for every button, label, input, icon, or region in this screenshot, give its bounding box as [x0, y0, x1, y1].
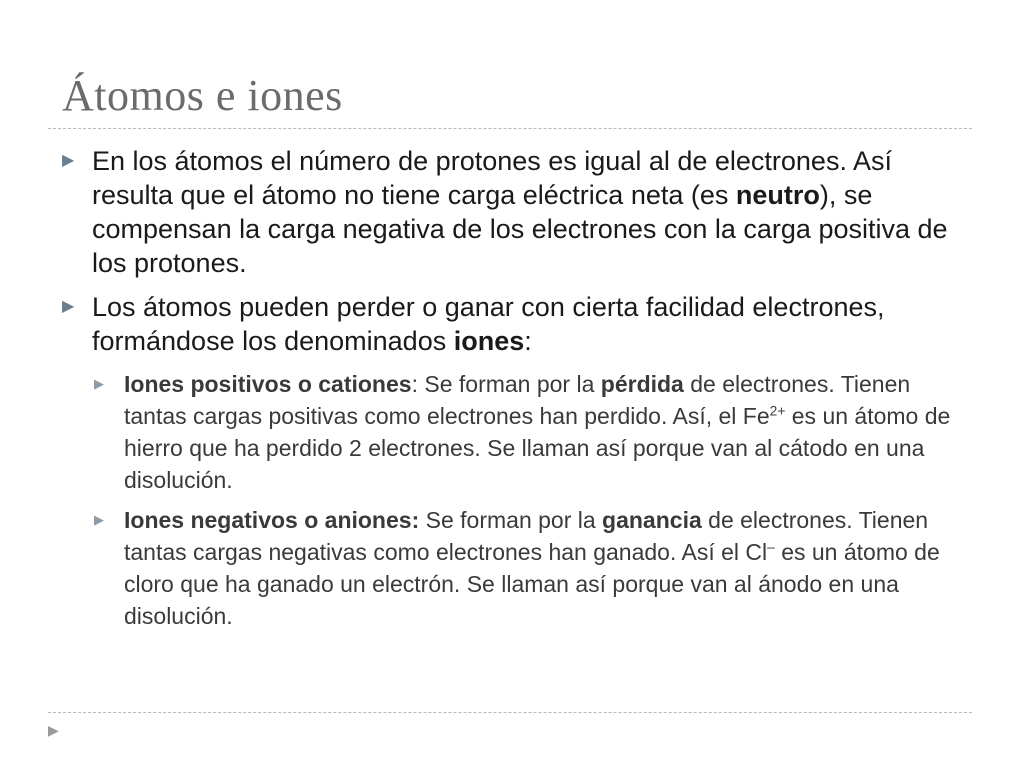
triangle-bullet-icon: ▶	[48, 722, 59, 738]
subbullet-text: de electrones. Tienen tantas cargas positivas como electrones han perdido. Así, el Fe	[124, 371, 911, 429]
subbullet-item	[62, 504, 972, 632]
triangle-bullet-icon: ▶	[94, 376, 104, 391]
subbullet-item	[62, 368, 972, 496]
subbullet-bold-text: ganancia	[602, 507, 702, 533]
bullet-bold-text: neutro	[735, 180, 820, 210]
triangle-bullet-icon: ▶	[62, 298, 75, 315]
subbullet-text: : Se forman por la	[411, 371, 601, 397]
page-title: Átomos e iones	[62, 71, 343, 120]
bullet-item	[62, 290, 972, 358]
superscript-charge: 2+	[769, 403, 786, 419]
bullet-item	[62, 144, 972, 280]
subbullet-text: Se forman por la	[419, 507, 603, 533]
bullet-text: :	[524, 326, 532, 356]
subbullet-bold-text: Iones negativos o aniones:	[124, 507, 420, 533]
footer-divider	[48, 712, 972, 713]
subbullet-text: de electrones. Tienen tantas cargas negativas como electrones han ganado. Así el Cl	[124, 507, 929, 565]
bullet-bold-text: iones	[453, 326, 525, 356]
slide-content	[62, 144, 972, 640]
subbullet-text: es un átomo de cloro que ha ganado un electrón. Se llaman así porque van al ánodo en una disolución.	[124, 539, 940, 629]
bullet-text: ), se compensan la carga negativa de los electrones con la carga positiva de los protones.	[92, 180, 948, 278]
triangle-bullet-icon: ▶	[62, 152, 75, 169]
bullet-text: Los átomos pueden perder o ganar con cierta facilidad electrones, formándose los denominados	[92, 292, 885, 356]
title-divider	[48, 128, 972, 129]
subbullet-bold-text: pérdida	[600, 371, 684, 397]
subbullet-text: es un átomo de hierro que ha perdido 2 electrones. Se llaman así porque van al cátodo en una disolución.	[124, 403, 951, 493]
bullet-text: En los átomos el número de protones es igual al de electrones. Así resulta que el átomo no tiene carga eléctrica neta (es	[92, 146, 892, 210]
triangle-bullet-icon: ▶	[94, 512, 104, 527]
superscript-charge: –	[767, 539, 775, 555]
subbullet-bold-text: Iones positivos o cationes	[124, 371, 412, 397]
